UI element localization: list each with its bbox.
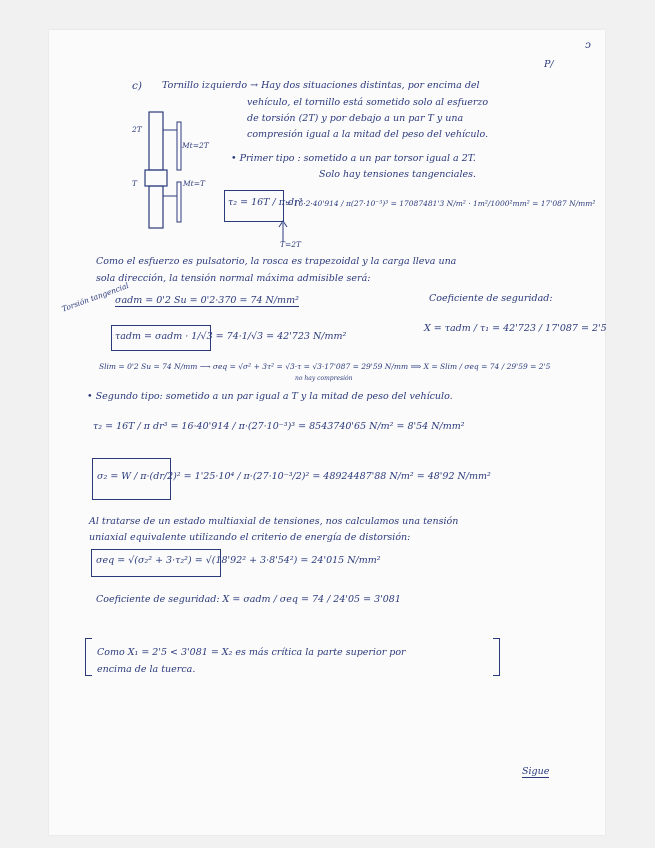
- up-arrow-icon: [278, 220, 288, 242]
- multiaxial-line-2: uniaxial equivalente utilizando el criterio de energía de distorsión:: [89, 532, 411, 543]
- right-bracket: [493, 638, 500, 676]
- section-line-2: vehículo, el tornillo está sometido solo al esfuerzo: [247, 97, 489, 108]
- tau2-formula-lhs: τ₂ = 16T / π·dr³: [228, 197, 303, 208]
- sigma-adm-formula: σadm = 0'2 Su = 0'2·370 = 74 N/mm²: [115, 295, 299, 306]
- arrow-label: T=2T: [280, 240, 302, 249]
- section-label: c): [132, 80, 142, 92]
- upper-plate: [177, 122, 181, 170]
- section-line-4: compresión igual a la mitad del peso del vehículo.: [247, 129, 489, 140]
- multiaxial-line-1: Al tratarse de un estado multiaxial de tensiones, nos calculamos una tensión: [89, 516, 459, 527]
- pulsating-line-1: Como el esfuerzo es pulsatorio, la rosca es trapezoidal y la carga lleva una: [96, 256, 457, 267]
- diagram-label-2T: 2T: [132, 125, 142, 134]
- slim-note: no hay compresión: [295, 375, 353, 382]
- sigma2-formula: σ₂ = W / π·(dr/2)² = 1'25·10⁴ / π·(27·10⁻³/2)² = 48924487'88 N/m² = 48'92 N/mm²: [97, 471, 491, 482]
- side-note: Torsión tangencial: [60, 280, 130, 314]
- nut: [145, 170, 167, 186]
- lower-plate: [177, 182, 181, 222]
- tau-adm-formula: τadm = σadm · 1/√3 = 74·1/√3 = 42'723 N/mm²: [115, 331, 347, 342]
- tau2-second-formula: τ₂ = 16T / π dr³ = 16·40'914 / π·(27·10⁻³)³ = 8543740'65 N/m² = 8'54 N/mm²: [93, 421, 465, 432]
- sigue-note: Sigue: [522, 766, 550, 777]
- bolt-diagram: [127, 100, 222, 230]
- conclusion-line-1: Como X₁ = 2'5 < 3'081 = X₂ es más crítica la parte superior por: [97, 647, 406, 658]
- section-line-3: de torsión (2T) y por debajo a un par T y una: [247, 113, 464, 124]
- sigma-eq-formula: σeq = √(σ₂² + 3·τ₂²) = √(18'92² + 3·8'54²) = 24'015 N/mm²: [96, 555, 381, 566]
- notebook-page: [49, 30, 605, 835]
- first-type-line-1: • Primer tipo : sometido a un par torsor igual a 2T.: [231, 153, 476, 164]
- pulsating-line-2: sola dirección, la tensión normal máxima admisible será:: [96, 273, 371, 284]
- bolt-lower-shaft: [149, 186, 163, 228]
- second-type-line-1: • Segundo tipo: sometido a un par igual a T y la mitad de peso del vehículo.: [87, 391, 453, 402]
- page-mark: P/: [544, 59, 554, 70]
- tau2-formula-rhs: = 16·2·40'914 / π(27·10⁻³)³ = 17087481'3 N/m² · 1m²/1000²mm² = 17'087 N/mm²: [285, 199, 596, 208]
- diagram-label-T: T: [132, 179, 138, 188]
- diagram-label-mt-T: Mt=T: [183, 179, 205, 188]
- bolt-upper-shaft: [149, 112, 163, 170]
- section-line-1: Tornillo izquierdo → Hay dos situaciones distintas, por encima del: [162, 80, 480, 91]
- conclusion-line-2: encima de la tuerca.: [97, 664, 196, 675]
- safety-formula: X = τadm / τ₁ = 42'723 / 17'087 = 2'5: [424, 323, 607, 334]
- diagram-label-mt-2T: Mt=2T: [182, 141, 209, 150]
- left-bracket: [85, 638, 92, 676]
- safety-title: Coeficiente de seguridad:: [429, 293, 553, 304]
- safety2-formula: Coeficiente de seguridad: X = σadm / σeq = 74 / 24'05 = 3'081: [96, 594, 401, 605]
- first-type-line-2: Solo hay tensiones tangenciales.: [319, 169, 477, 180]
- corner-mark: ↄ: [585, 39, 591, 51]
- slim-line: Slim = 0'2 Su = 74 N/mm ⟶ σeq = √σ² + 3τ² = √3·τ = √3·17'087 = 29'59 N/mm ⟹ X = Slim / σeq = 74 / 29'59 = 2'5: [99, 362, 551, 371]
